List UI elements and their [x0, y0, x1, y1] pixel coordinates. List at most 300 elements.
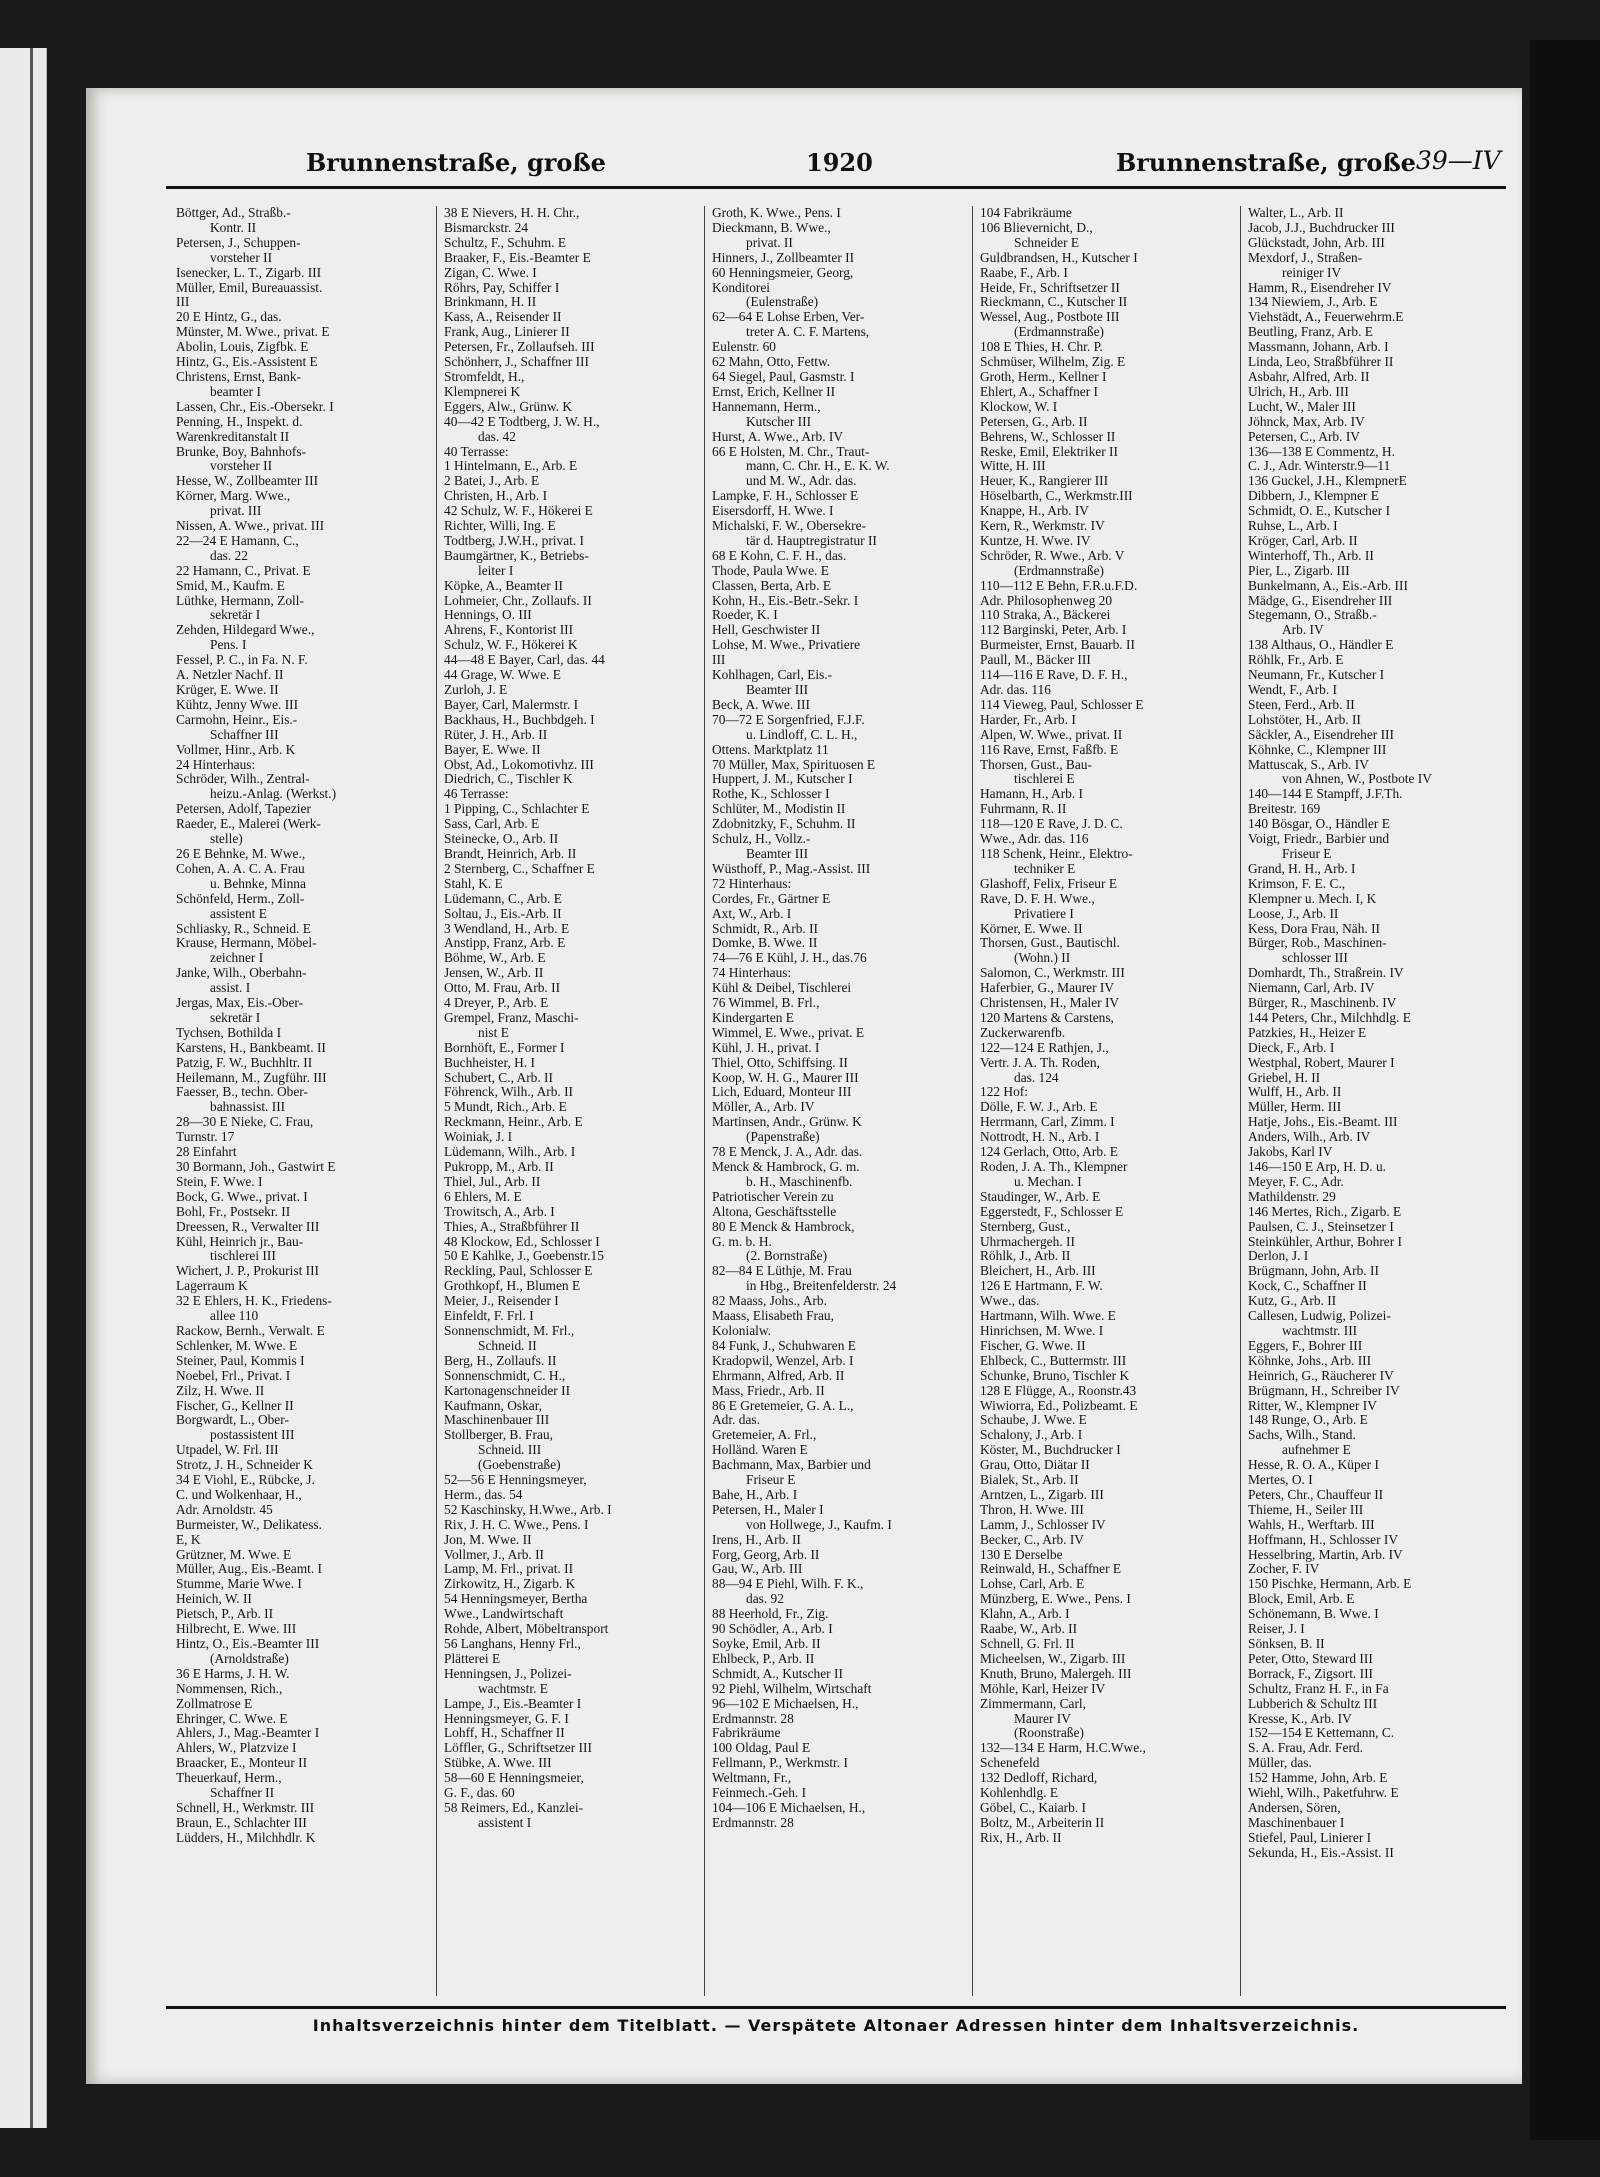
directory-entry: Berg, H., Zollaufs. II [444, 1352, 557, 1368]
directory-entry: Holländ. Waren E [712, 1442, 808, 1458]
directory-entry: Bunkelmann, A., Eis.-Arb. III [1248, 577, 1408, 593]
directory-entry: Krause, Hermann, Möbel- [176, 935, 317, 951]
directory-entry: Schröder, R. Wwe., Arb. V [980, 547, 1125, 563]
directory-entry: Wimmel, E. Wwe., privat. E [712, 1024, 865, 1040]
directory-entry: Petersen, J., Schuppen- [176, 234, 301, 250]
directory-entry: Stübke, A. Wwe. III [444, 1755, 552, 1771]
directory-entry: 146 Mertes, Rich., Zigarb. E [1248, 1203, 1402, 1219]
directory-entry: Reinwald, H., Schaffner E [980, 1561, 1122, 1577]
directory-entry: Wessel, Aug., Postbote III [980, 309, 1120, 325]
directory-entry: 140—144 E Stampff, J.F.Th. [1248, 786, 1403, 802]
directory-entry: Schmidt, O. E., Kutscher I [1248, 503, 1391, 519]
directory-columns [176, 206, 1506, 1996]
directory-entry: Derlon, J. I [1248, 1248, 1309, 1264]
directory-entry: treter A. C. F. Martens, [746, 324, 870, 340]
directory-entry: Anstipp, Franz, Arb. E [444, 935, 566, 951]
directory-entry: Thieme, H., Seiler III [1248, 1501, 1364, 1517]
directory-entry: (Goebenstraße) [478, 1457, 561, 1473]
directory-entry: Jacob, J.J., Buchdrucker III [1248, 219, 1395, 235]
directory-entry: Otto, M. Frau, Arb. II [444, 980, 561, 996]
directory-entry: Möller, A., Arb. IV [712, 1099, 815, 1115]
directory-entry: stelle) [210, 831, 243, 847]
directory-entry: Kontr. II [210, 219, 257, 235]
directory-entry: Altona, Geschäftsstelle [712, 1203, 837, 1219]
directory-entry: sekretär I [210, 1009, 261, 1025]
directory-entry: 122—124 E Rathjen, J., [980, 1039, 1109, 1055]
directory-entry: Lohmeier, Chr., Zollaufs. II [444, 592, 592, 608]
directory-entry: Kühl & Deibel, Tischlerei [712, 980, 852, 996]
directory-entry: 152 Hamme, John, Arb. E [1248, 1770, 1388, 1786]
directory-entry: Thron, H. Wwe. III [980, 1501, 1084, 1517]
directory-entry: Stahl, K. E [444, 875, 503, 891]
directory-entry: Patzkies, H., Heizer E [1248, 1024, 1367, 1040]
directory-entry: 126 E Hartmann, F. W. [980, 1278, 1103, 1294]
directory-entry: 132—134 E Harm, H.C.Wwe., [980, 1740, 1146, 1756]
directory-entry: Neumann, Fr., Kutscher I [1248, 667, 1385, 683]
directory-entry: Sekunda, H., Eis.-Assist. II [1248, 1844, 1394, 1860]
directory-entry: C. J., Adr. Winterstr.9—11 [1248, 458, 1391, 474]
directory-entry: Arntzen, L., Zigarb. III [980, 1486, 1104, 1502]
directory-entry: Pier, L., Zigarb. III [1248, 562, 1350, 578]
directory-entry: Müller, Emil, Bureauassist. [176, 279, 323, 295]
directory-entry: 78 E Menck, J. A., Adr. das. [712, 1144, 863, 1160]
directory-entry: Zurloh, J. E [444, 682, 508, 697]
directory-entry: Eulenstr. 60 [712, 339, 776, 355]
directory-entry: Penning, H., Inspekt. d. [176, 413, 303, 429]
directory-entry: Huppert, J. M., Kutscher I [712, 771, 853, 787]
directory-entry: Stromfeldt, H., [444, 368, 525, 384]
directory-entry: das. 124 [1014, 1069, 1059, 1085]
directory-entry: Wiehl, Wilh., Paketfuhrw. E [1248, 1785, 1399, 1801]
directory-entry: reiniger IV [1282, 264, 1342, 280]
directory-entry: Beck, A. Wwe. III [712, 696, 810, 712]
directory-entry: Schunke, Bruno, Tischler K [980, 1367, 1130, 1383]
directory-entry: Münster, M. Wwe., privat. E [176, 324, 330, 340]
directory-entry: 148 Runge, O., Arb. E [1248, 1412, 1368, 1428]
directory-entry: 54 Henningsmeyer, Bertha [444, 1591, 588, 1607]
directory-entry: Stumme, Marie Wwe. I [176, 1576, 302, 1592]
directory-entry: Salomon, C., Werkmstr. III [980, 965, 1125, 981]
directory-entry: Roden, J. A. Th., Klempner [980, 1159, 1128, 1174]
directory-entry: privat. II [746, 234, 793, 250]
directory-entry: vorsteher II [210, 249, 273, 265]
directory-entry: Michalski, F. W., Obersekre- [712, 518, 867, 534]
directory-entry: Callesen, Ludwig, Polizei- [1248, 1308, 1391, 1324]
directory-entry: Meier, J., Reisender I [444, 1293, 559, 1309]
directory-entry: 30 Bormann, Joh., Gastwirt E [176, 1159, 336, 1174]
header-street-left: Brunnenstraße, große [306, 148, 606, 177]
directory-entry: Hilbrecht, E. Wwe. III [176, 1621, 297, 1637]
directory-entry: Köhnke, C., Klempner III [1248, 741, 1387, 757]
directory-entry: C. und Wolkenhaar, H., [176, 1486, 302, 1502]
directory-entry: Petersen, H., Maler I [712, 1501, 824, 1517]
directory-entry: Sönksen, B. II [1248, 1636, 1325, 1651]
directory-entry: Wendt, F., Arb. I [1248, 682, 1337, 697]
directory-entry: Beamter III [746, 845, 809, 861]
directory-entry: privat. III [210, 503, 262, 519]
directory-entry: Mass, Friedr., Arb. II [712, 1382, 825, 1398]
directory-entry: Domke, B. Wwe. II [712, 935, 818, 951]
facing-page-edge [0, 48, 47, 2128]
directory-entry: Eggers, Alw., Grünw. K [444, 398, 573, 414]
directory-entry: Eggers, F., Bohrer III [1248, 1337, 1363, 1353]
directory-entry: Stiefel, Paul, Linierer I [1248, 1829, 1372, 1845]
directory-entry: Arb. IV [1282, 622, 1324, 638]
directory-entry: Soyke, Emil, Arb. II [712, 1636, 821, 1651]
directory-entry: Schlenker, M. Wwe. E [176, 1337, 298, 1353]
directory-entry: Böhme, W., Arb. E [444, 950, 546, 966]
directory-entry: Pens. I [210, 637, 247, 653]
directory-entry: Walter, L., Arb. II [1248, 206, 1344, 220]
directory-entry: beamter I [210, 383, 261, 399]
directory-entry: Warenkreditanstalt II [176, 428, 290, 444]
directory-entry: Klempnerei K [444, 383, 521, 399]
directory-entry: 52—56 E Henningsmeyer, [444, 1472, 587, 1488]
directory-entry: Rix, J. H. C. Wwe., Pens. I [444, 1516, 589, 1532]
directory-entry: (2. Bornstraße) [746, 1248, 828, 1264]
directory-entry: Strotz, J. H., Schneider K [176, 1457, 313, 1473]
directory-entry: Beamter III [746, 682, 809, 697]
directory-entry: Thorsen, Gust., Bau- [980, 756, 1092, 772]
directory-entry: Wwe., das. [980, 1293, 1040, 1309]
directory-entry: Bialek, St., Arb. II [980, 1472, 1079, 1488]
directory-entry: 62—64 E Lohse Erben, Ver- [712, 309, 865, 325]
directory-entry: tischlerei E [1014, 771, 1075, 787]
directory-entry: Krimson, F. E. C., [1248, 875, 1346, 891]
directory-entry: Irens, H., Arb. II [712, 1531, 801, 1547]
directory-entry: Ehlbeck, P., Arb. II [712, 1650, 815, 1666]
header-year: 1920 [806, 148, 873, 177]
directory-entry: Adr. Philosophenweg 20 [980, 592, 1113, 608]
directory-entry: Behrens, W., Schlosser II [980, 428, 1116, 444]
directory-entry: Viehstädt, A., Feuerwehrm.E [1248, 309, 1404, 325]
directory-entry: Kern, R., Werkmstr. IV [980, 518, 1105, 534]
directory-entry: Thies, A., Straßbführer II [444, 1218, 580, 1234]
directory-entry: allee 110 [210, 1308, 259, 1324]
directory-entry: Sonnenschmidt, C. H., [444, 1367, 566, 1383]
directory-entry: Müller, Herm. III [1248, 1099, 1342, 1115]
directory-entry: (Wohn.) II [1014, 950, 1071, 966]
directory-entry: Schubert, C., Arb. II [444, 1069, 553, 1085]
directory-entry: u. Behnke, Minna [210, 875, 306, 891]
directory-entry: Ritter, W., Klempner IV [1248, 1397, 1377, 1413]
directory-entry: 1 Hintelmann, E., Arb. E [444, 458, 578, 474]
directory-entry: Herrmann, Carl, Zimm. I [980, 1114, 1115, 1130]
directory-entry: Ahlers, W., Platzvize I [176, 1740, 297, 1756]
directory-entry: 56 Langhans, Henny Frl., [444, 1636, 581, 1651]
directory-entry: Müller, das. [1248, 1755, 1312, 1771]
directory-entry: Guldbrandsen, H., Kutscher I [980, 249, 1138, 265]
directory-entry: Paulsen, C. J., Steinsetzer I [1248, 1218, 1394, 1234]
directory-entry: das. 42 [478, 428, 516, 444]
directory-entry: wachtmstr. III [1282, 1322, 1358, 1338]
directory-entry: Fellmann, P., Werkmstr. I [712, 1755, 848, 1771]
directory-entry: 96—102 E Michaelsen, H., [712, 1695, 859, 1711]
directory-entry: Kresse, K., Arb. IV [1248, 1710, 1352, 1726]
directory-entry: S. A. Frau, Adr. Ferd. [1248, 1740, 1363, 1756]
directory-entry: Wichert, J. P., Prokurist III [176, 1263, 320, 1279]
directory-entry: Kühtz, Jenny Wwe. III [176, 696, 299, 712]
directory-entry: Schmidt, A., Kutscher II [712, 1665, 843, 1681]
directory-entry: Schönfeld, Herm., Zoll- [176, 890, 305, 906]
directory-entry: Müller, Aug., Eis.-Beamt. I [176, 1561, 322, 1577]
directory-entry: III [176, 294, 190, 310]
directory-entry: Haferbier, G., Maurer IV [980, 980, 1115, 996]
directory-entry: 62 Mahn, Otto, Fettw. [712, 354, 831, 370]
directory-entry: Knappe, H., Arb. IV [980, 503, 1089, 519]
directory-entry: Zilz, H. Wwe. II [176, 1382, 265, 1398]
directory-entry: Friseur E [1282, 845, 1332, 861]
directory-entry: Wüsthoff, P., Mag.-Assist. III [712, 860, 871, 876]
directory-entry: Koop, W. H. G., Maurer III [712, 1069, 859, 1085]
directory-entry: Vollmer, J., Arb. II [444, 1546, 545, 1562]
directory-entry: Noebel, Frl., Privat. I [176, 1367, 291, 1383]
directory-entry: 134 Niewiem, J., Arb. E [1248, 294, 1378, 310]
directory-entry: G. F., das. 60 [444, 1785, 515, 1801]
directory-entry: Zimmermann, Carl, [980, 1695, 1086, 1711]
directory-entry: Todtberg, J.W.H., privat. I [444, 532, 585, 548]
directory-entry: Beutling, Franz, Arb. E [1248, 324, 1373, 340]
directory-entry: Hesse, R. O. A., Küper I [1248, 1457, 1379, 1473]
directory-entry: Andersen, Sören, [1248, 1799, 1341, 1815]
directory-entry: Heuer, K., Rangierer III [980, 473, 1109, 489]
directory-entry: (Papenstraße) [746, 1129, 820, 1145]
directory-entry: 150 Pischke, Hermann, Arb. E [1248, 1576, 1412, 1592]
directory-entry: 76 Wimmel, B. Frl., [712, 995, 820, 1011]
directory-entry: Mathildenstr. 29 [1248, 1188, 1336, 1204]
directory-entry: A. Netzler Nachf. II [176, 667, 284, 683]
directory-entry: Kröger, Carl, Arb. II [1248, 532, 1358, 548]
directory-entry: Heinich, W. II [176, 1591, 252, 1607]
directory-column-1 [176, 206, 428, 1996]
directory-entry: Grau, Otto, Diätar II [980, 1457, 1090, 1473]
directory-entry: Zuckerwarenfb. [980, 1024, 1066, 1040]
directory-entry: Ahlers, J., Mag.-Beamter I [176, 1725, 320, 1741]
directory-entry: Niemann, Carl, Arb. IV [1248, 980, 1375, 996]
directory-entry: Köpke, A., Beamter II [444, 577, 563, 593]
directory-entry: Kolonialw. [712, 1322, 772, 1338]
directory-entry: Baumgärtner, K., Betriebs- [444, 547, 589, 563]
directory-entry: Brandt, Heinrich, Arb. II [444, 845, 577, 861]
directory-entry: Isenecker, L. T., Zigarb. III [176, 264, 322, 280]
directory-entry: Eisersdorff, H. Wwe. I [712, 503, 834, 519]
directory-entry: Eggerstedt, F., Schlosser E [980, 1203, 1124, 1219]
directory-entry: Jakobs, Karl IV [1248, 1144, 1333, 1160]
directory-entry: 1 Pipping, C., Schlachter E [444, 801, 590, 817]
directory-entry: Löffler, G., Schriftsetzer III [444, 1740, 592, 1756]
directory-entry: Paull, M., Bäcker III [980, 652, 1091, 668]
directory-entry: Rüter, J. H., Arb. II [444, 726, 548, 742]
directory-entry: Schultz, Franz H. F., in Fa [1248, 1680, 1389, 1696]
directory-entry: Hartmann, Wilh. Wwe. E [980, 1308, 1116, 1324]
directory-entry: Sternberg, Gust., [980, 1218, 1071, 1234]
directory-entry: 122 Hof: [980, 1084, 1028, 1100]
directory-entry: Carmohn, Heinr., Eis.- [176, 711, 298, 727]
directory-entry: Bürger, Rob., Maschinen- [1248, 935, 1387, 951]
column-divider [972, 206, 973, 1996]
directory-entry: bahnassist. III [210, 1099, 286, 1115]
directory-entry: 26 E Behnke, M. Wwe., [176, 845, 306, 861]
directory-entry: Bahe, H., Arb. I [712, 1486, 798, 1502]
directory-entry: Lampe, J., Eis.-Beamter I [444, 1695, 582, 1711]
directory-entry: Meyer, F. C., Adr. [1248, 1173, 1344, 1189]
directory-entry: 24 Hinterhaus: [176, 756, 256, 772]
directory-entry: Schmüser, Wilhelm, Zig. E [980, 354, 1126, 370]
directory-entry: 106 Blievernicht, D., [980, 219, 1093, 235]
directory-entry: Dieckmann, B. Wwe., [712, 219, 831, 235]
scan-border [1530, 40, 1600, 2140]
directory-entry: 124 Gerlach, Otto, Arb. E [980, 1144, 1118, 1160]
footer-rule [166, 2006, 1506, 2009]
directory-entry: Schlüter, M., Modistin II [712, 801, 846, 817]
directory-entry: Höselbarth, C., Werkmstr.III [980, 488, 1133, 504]
directory-entry: Braaker, F., Eis.-Beamter E [444, 249, 591, 265]
directory-entry: 132 Dedloff, Richard, [980, 1770, 1098, 1786]
directory-entry: Winterhoff, Th., Arb. II [1248, 547, 1374, 563]
directory-entry: Konditorei [712, 279, 771, 295]
directory-entry: Dieck, F., Arb. I [1248, 1039, 1335, 1055]
directory-entry: Kutz, G., Arb. II [1248, 1293, 1337, 1309]
directory-entry: Friseur E [746, 1472, 796, 1488]
directory-entry: Wulff, H., Arb. II [1248, 1084, 1342, 1100]
directory-entry: 114 Vieweg, Paul, Schlosser E [980, 696, 1144, 712]
directory-entry: Hennings, O. III [444, 607, 532, 623]
directory-entry: 40 Terrasse: [444, 443, 509, 459]
directory-entry: Asbahr, Alfred, Arb. II [1248, 368, 1370, 384]
directory-entry: 118 Schenk, Heinr., Elektro- [980, 845, 1133, 861]
directory-entry: 74—76 E Kühl, J. H., das.76 [712, 950, 867, 966]
directory-entry: 2 Sternberg, C., Schaffner E [444, 860, 595, 876]
directory-entry: Bachmann, Max, Barbier und [712, 1457, 871, 1473]
directory-entry: Erdmannstr. 28 [712, 1710, 794, 1726]
directory-entry: 112 Barginski, Peter, Arb. I [980, 622, 1127, 638]
directory-entry: 6 Ehlers, M. E [444, 1188, 522, 1204]
directory-entry: III [712, 652, 726, 668]
directory-entry: assist. I [210, 980, 251, 996]
directory-entry: Kohlenhdlg. E [980, 1785, 1059, 1801]
directory-entry: (Roonstraße) [1014, 1725, 1084, 1741]
directory-entry: Klockow, W. I [980, 398, 1058, 414]
directory-entry: Hesselbring, Martin, Arb. IV [1248, 1546, 1403, 1562]
directory-entry: 64 Siegel, Paul, Gasmstr. I [712, 368, 855, 384]
directory-entry: Griebel, H. II [1248, 1069, 1321, 1085]
directory-entry: Jergas, Max, Eis.-Ober- [176, 995, 304, 1011]
directory-entry: Schaube, J. Wwe. E [980, 1412, 1087, 1428]
directory-entry: Rieckmann, C., Kutscher II [980, 294, 1128, 310]
directory-entry: 48 Klockow, Ed., Schlosser I [444, 1233, 600, 1249]
directory-page [86, 88, 1522, 2084]
directory-entry: Forg, Georg, Arb. II [712, 1546, 820, 1562]
directory-entry: Röhlk, Fr., Arb. E [1248, 652, 1344, 668]
directory-entry: 86 E Gretemeier, G. A. L., [712, 1397, 854, 1413]
directory-entry: Zehden, Hildegard Wwe., [176, 622, 315, 638]
directory-entry: Glückstadt, John, Arb. III [1248, 234, 1385, 250]
directory-entry: 136 Guckel, J.H., KlempnerE [1248, 473, 1407, 489]
directory-entry: Frank, Aug., Linierer II [444, 324, 570, 340]
directory-entry: Lamm, J., Schlosser IV [980, 1516, 1106, 1532]
directory-entry: Kohn, H., Eis.-Betr.-Sekr. I [712, 592, 859, 608]
directory-entry: 70 Müller, Max, Spirituosen E [712, 756, 876, 772]
directory-entry: Fabrikräume [712, 1725, 781, 1741]
directory-entry: 82 Maass, Johs., Arb. [712, 1293, 827, 1309]
directory-entry: Schneider E [1014, 234, 1080, 250]
directory-entry: Schönemann, B. Wwe. I [1248, 1606, 1379, 1622]
directory-entry: Patzig, F. W., Buchhltr. II [176, 1054, 313, 1070]
directory-entry: Erdmannstr. 28 [712, 1814, 794, 1830]
directory-entry: Burmeister, W., Delikatess. [176, 1516, 322, 1532]
directory-entry: 72 Hinterhaus: [712, 875, 792, 891]
directory-entry: u. Mechan. I [1014, 1173, 1082, 1189]
directory-entry: Hannemann, Herm., [712, 398, 821, 414]
directory-entry: 136—138 E Commentz, H. [1248, 443, 1395, 459]
directory-entry: 114—116 E Rave, D. F. H., [980, 667, 1128, 683]
directory-entry: Petersen, Adolf, Tapezier [176, 801, 311, 817]
directory-entry: leiter I [478, 562, 514, 578]
directory-entry: Lüdemann, Wilh., Arb. I [444, 1144, 576, 1160]
directory-entry: Wwe., Adr. das. 116 [980, 831, 1089, 847]
directory-entry: Grempel, Franz, Maschi- [444, 1009, 579, 1025]
directory-entry: 34 E Viohl, E., Rübcke, J. [176, 1472, 315, 1488]
directory-entry: Lüdders, H., Milchhdlr. K [176, 1829, 316, 1845]
directory-entry: Schneid. II [478, 1337, 537, 1353]
directory-entry: Kess, Dora Frau, Näh. II [1248, 920, 1381, 936]
directory-entry: Lubberich & Schultz III [1248, 1695, 1378, 1711]
directory-entry: Rave, D. F. H. Wwe., [980, 890, 1095, 906]
directory-entry: Reske, Emil, Elektriker II [980, 443, 1118, 459]
directory-entry: Bohl, Fr., Postsekr. II [176, 1203, 291, 1219]
directory-entry: Krüger, E. Wwe. II [176, 682, 279, 697]
directory-entry: Ehlbeck, C., Buttermstr. III [980, 1352, 1127, 1368]
directory-entry: Hatje, Johs., Eis.-Beamt. III [1248, 1114, 1398, 1130]
directory-entry: Petersen, C., Arb. IV [1248, 428, 1360, 444]
directory-entry: Dreessen, R., Verwalter III [176, 1218, 320, 1234]
directory-entry: Glashoff, Felix, Friseur E [980, 875, 1117, 891]
directory-entry: (Eulenstraße) [746, 294, 819, 310]
directory-entry: Sonnenschmidt, M. Frl., [444, 1322, 575, 1338]
directory-entry: Petersen, Fr., Zollaufseh. III [444, 339, 595, 355]
directory-entry: Kindergarten E [712, 1009, 794, 1025]
directory-entry: Peters, Chr., Chauffeur II [1248, 1486, 1384, 1502]
directory-entry: Witte, H. III [980, 458, 1046, 474]
directory-entry: 5 Mundt, Rich., Arb. E [444, 1099, 567, 1115]
directory-entry: Mädge, G., Eisendreher III [1248, 592, 1393, 608]
directory-entry: Loose, J., Arb. II [1248, 905, 1339, 921]
directory-entry: b. H., Maschinenfb. [746, 1173, 853, 1189]
directory-entry: Steiner, Paul, Kommis I [176, 1352, 305, 1368]
directory-entry: Röhrs, Pay, Schiffer I [444, 279, 560, 295]
directory-entry: 68 E Kohn, C. F. H., das. [712, 547, 847, 563]
directory-entry: Ruhse, L., Arb. I [1248, 518, 1338, 534]
directory-entry: Boltz, M., Arbeiterin II [980, 1814, 1105, 1830]
directory-column-4 [980, 206, 1232, 1996]
directory-entry: 40—42 E Todtberg, J. W. H., [444, 413, 600, 429]
directory-entry: 130 E Derselbe [980, 1546, 1063, 1562]
directory-entry: Braacker, E., Monteur II [176, 1755, 308, 1771]
directory-entry: Janke, Wilh., Oberbahn- [176, 965, 307, 981]
directory-entry: Steinkühler, Arthur, Bohrer I [1248, 1233, 1403, 1249]
directory-entry: Schnell, H., Werkmstr. III [176, 1799, 315, 1815]
directory-entry: und M. W., Adr. das. [746, 473, 857, 489]
directory-entry: Braun, E., Schlachter III [176, 1814, 307, 1830]
directory-entry: wachtmstr. E [478, 1680, 548, 1696]
directory-entry: von Ahnen, W., Postbote IV [1282, 771, 1432, 787]
directory-entry: Hell, Geschwister II [712, 622, 821, 638]
directory-entry: von Hollwege, J., Kaufm. I [746, 1516, 892, 1532]
directory-entry: Mattuscak, S., Arb. IV [1248, 756, 1369, 772]
directory-entry: 58 Reimers, Ed., Kanzlei- [444, 1799, 584, 1815]
directory-entry: Domhardt, Th., Straßrein. IV [1248, 965, 1404, 981]
directory-entry: Einfeldt, F. Frl. I [444, 1308, 534, 1324]
